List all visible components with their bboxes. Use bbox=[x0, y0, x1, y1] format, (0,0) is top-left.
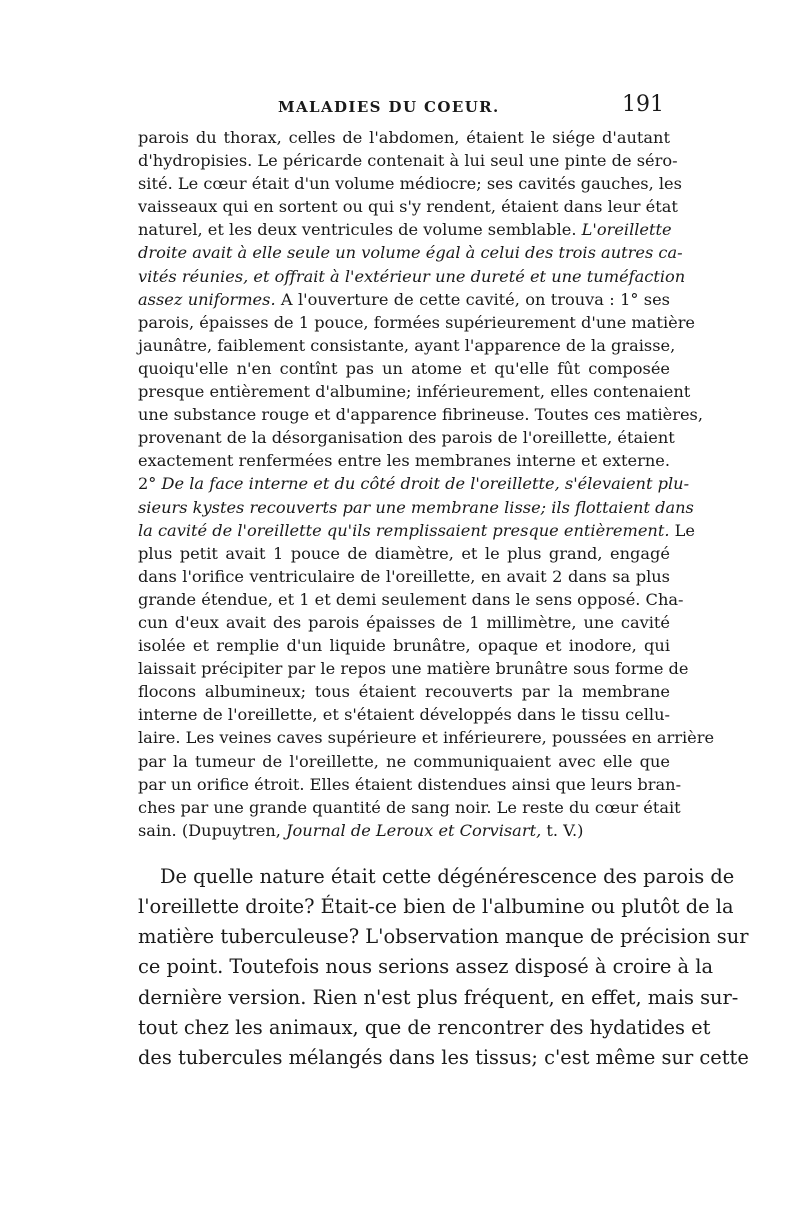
text-line: laire. Les veines caves supérieure et inférieurere, poussées en arrière bbox=[138, 728, 715, 748]
text-line: De quelle nature était cette dégénérescence des parois de bbox=[160, 864, 735, 888]
text-line: flocons albumineux; tous étaient recouverts par la membrane bbox=[138, 682, 670, 702]
text-line: sain. (Dupuytren, Journal de Leroux et Corvisart, t. V.) bbox=[138, 820, 584, 840]
text-line: exactement renfermées entre les membranes interne et externe. bbox=[138, 451, 670, 471]
running-title: MALADIES DU COEUR. bbox=[278, 98, 500, 116]
text-line: parois, épaisses de 1 pouce, formées supérieurement d'une matière bbox=[138, 312, 696, 332]
text-line: d'hydropisies. Le péricarde contenait à lui seul une pinte de séro- bbox=[138, 151, 678, 171]
text-line: laissait précipiter par le repos une matière brunâtre sous forme de bbox=[138, 659, 689, 679]
commentary-paragraph bbox=[138, 862, 749, 1073]
text-line: isolée et remplie d'un liquide brunâtre, opaque et inodore, qui bbox=[138, 636, 670, 656]
book-page bbox=[138, 92, 749, 1073]
text-line: une substance rouge et d'apparence fibrineuse. Toutes ces matières, bbox=[138, 405, 704, 425]
text-line: naturel, et les deux ventricules de volume semblable. L'oreillette bbox=[138, 220, 672, 240]
text-line: quoiqu'elle n'en contînt pas un atome et qu'elle fût composée bbox=[138, 358, 670, 378]
text-line: des tubercules mélangés dans les tissus; c'est même sur cette bbox=[138, 1046, 749, 1070]
text-line: l'oreillette droite? Était-ce bien de l'albumine ou plutôt de la bbox=[138, 895, 734, 919]
text-line: interne de l'oreillette, et s'étaient développés dans le tissu cellu- bbox=[138, 705, 670, 725]
text-line: sieurs kystes recouverts par une membrane lisse; ils flottaient dans bbox=[138, 497, 694, 517]
text-line: dernière version. Rien n'est plus fréquent, en effet, mais sur- bbox=[138, 985, 739, 1009]
text-line: matière tuberculeuse? L'observation manque de précision sur bbox=[138, 925, 749, 949]
case-report-paragraph bbox=[138, 126, 715, 842]
text-line: cun d'eux avait des parois épaisses de 1 millimètre, une cavité bbox=[138, 612, 670, 632]
text-line: ches par une grande quantité de sang noir. Le reste du cœur était bbox=[138, 797, 681, 817]
text-line: grande étendue, et 1 et demi seulement dans le sens opposé. Cha- bbox=[138, 589, 684, 609]
page-number: 191 bbox=[622, 92, 664, 117]
text-line: ce point. Toutefois nous serions assez disposé à croire à la bbox=[138, 955, 714, 979]
text-line: assez uniformes. A l'ouverture de cette cavité, on trouva : 1° ses bbox=[138, 289, 670, 309]
text-line: droite avait à elle seule un volume égal à celui des trois autres ca- bbox=[138, 243, 683, 263]
text-line: 2° De la face interne et du côté droit de l'oreillette, s'élevaient plu- bbox=[138, 474, 690, 494]
text-line: vaisseaux qui en sortent ou qui s'y rendent, étaient dans leur état bbox=[138, 197, 678, 217]
text-line: vités réunies, et offrait à l'extérieur une dureté et une tuméfaction bbox=[138, 266, 686, 286]
text-line: jaunâtre, faiblement consistante, ayant l'apparence de la graisse, bbox=[138, 335, 676, 355]
text-line: provenant de la désorganisation des parois de l'oreillette, étaient bbox=[138, 428, 675, 448]
text-line: par la tumeur de l'oreillette, ne communiquaient avec elle que bbox=[138, 751, 670, 771]
running-head bbox=[138, 92, 670, 126]
text-line: presque entièrement d'albumine; inférieurement, elles contenaient bbox=[138, 382, 691, 402]
text-line: par un orifice étroit. Elles étaient distendues ainsi que leurs bran- bbox=[138, 774, 682, 794]
text-line: dans l'orifice ventriculaire de l'oreillette, en avait 2 dans sa plus bbox=[138, 566, 670, 586]
text-line: tout chez les animaux, que de rencontrer des hydatides et bbox=[138, 1015, 711, 1039]
text-line: plus petit avait 1 pouce de diamètre, et le plus grand, engagé bbox=[138, 543, 670, 563]
text-line: parois du thorax, celles de l'abdomen, étaient le siége d'autant bbox=[138, 128, 670, 147]
text-line: la cavité de l'oreillette qu'ils remplissaient presque entièrement. Le bbox=[138, 520, 695, 540]
text-line: sité. Le cœur était d'un volume médiocre; ses cavités gauches, les bbox=[138, 174, 682, 194]
